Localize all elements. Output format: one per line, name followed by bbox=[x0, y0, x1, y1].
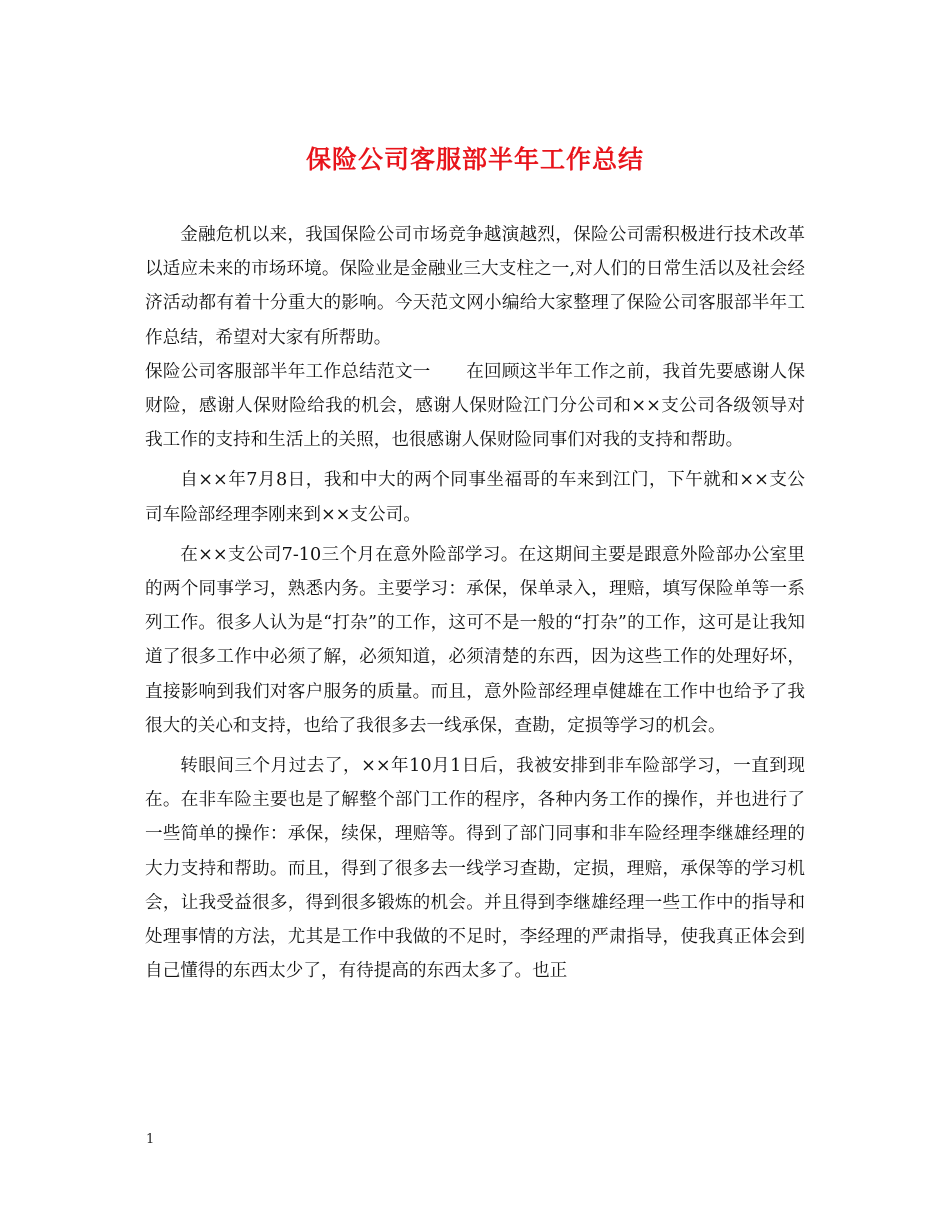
paragraph-arrival: 自××年7月8日，我和中大的两个同事坐福哥的车来到江门，下午就和××支公司车险部经理李刚来到××支公司。 bbox=[145, 470, 805, 525]
paragraph-accident-dept: 在××支公司7-10三个月在意外险部学习。在这期间主要是跟意外险部办公室里的两个同事学习，熟悉内务。主要学习：承保，保单录入，理赔，填写保险单等一系列工作。很多人认为是“打杂”的工作，这可不是一般的“打杂”的工作，这可是让我知道了很多工作中必须了解，必须知道，必须清楚的东西，因为这些工作的处理好坏，直接影响到我们对客户服务的质量。而且，意外险部经理卓健雄在工作中也给予了我很大的关心和支持，也给了我很多去一线承保，查勘，定损等学习的机会。 bbox=[145, 544, 805, 736]
page-number: 1 bbox=[146, 1132, 155, 1147]
section-heading-paragraph: 保险公司客服部半年工作总结范文一 在回顾这半年工作之前，我首先要感谢人保财险，感谢人保财险给我的机会，感谢人保财险江门分公司和××支公司各级领导对我工作的支持和生活上的关照，也很感谢人保财险同事们对我的支持和帮助。 bbox=[145, 361, 805, 451]
document-body bbox=[145, 218, 805, 988]
paragraph-non-auto-dept: 转眼间三个月过去了，××年10月1日后，我被安排到非车险部学习，一直到现在。在非车险主要也是了解整个部门工作的程序，各种内务工作的操作，并也进行了一些简单的操作：承保，续保，理赔等。得到了部门同事和非车险经理李继雄经理的大力支持和帮助。而且，得到了很多去一线学习查勘，定损，理赔，承保等的学习机会，让我受益很多，得到很多锻炼的机会。并且得到李继雄经理一些工作中的指导和处理事情的方法，尤其是工作中我做的不足时，李经理的严肃指导，使我真正体会到自己懂得的东西太少了，有待提高的东西太多了。也正 bbox=[145, 756, 805, 982]
document-title: 保险公司客服部半年工作总结 bbox=[305, 145, 644, 174]
intro-paragraph: 金融危机以来，我国保险公司市场竞争越演越烈，保险公司需积极进行技术改革以适应未来的市场环境。保险业是金融业三大支柱之一,对人们的日常生活以及社会经济活动都有着十分重大的影响。今天范文网小编给大家整理了保险公司客服部半年工作总结，希望对大家有所帮助。 bbox=[145, 225, 805, 348]
